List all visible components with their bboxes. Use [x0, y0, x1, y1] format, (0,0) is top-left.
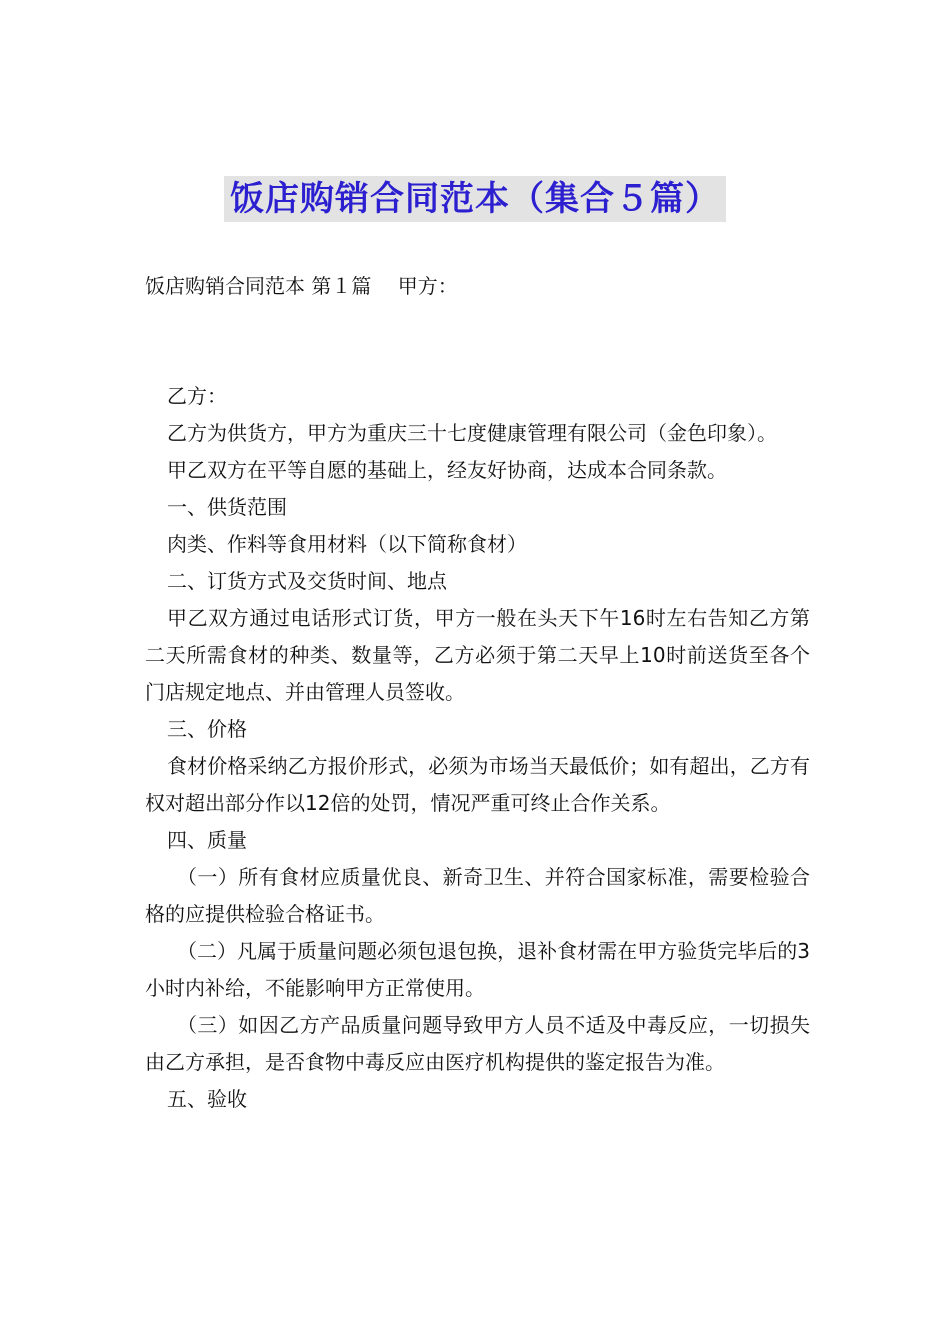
ordering-text: 甲乙双方通过电话形式订货，甲方一般在头天下午16时左右告知乙方第二天所需食材的种类、数量等，乙方必须于第二天早上10时前送货至各个门店规定地点、并由管理人员签收。 — [145, 606, 810, 704]
price-text: 食材价格采纳乙方报价形式，必须为市场当天最低价；如有超出，乙方有权对超出部分作以12倍的处罚，情况严重可终止合作关系。 — [145, 754, 810, 815]
parties-description: 乙方为供货方，甲方为重庆三十七度健康管理有限公司（金色印象）。 — [167, 421, 777, 445]
quality-clause-2: （二）凡属于质量问题必须包退包换，退补食材需在甲方验货完毕后的3小时内补给，不能影响甲方正常使用。 — [145, 939, 810, 1000]
party-b-label: 乙方： — [167, 384, 227, 408]
section-heading-price: 三、价格 — [167, 717, 247, 741]
section-heading-supply-scope: 一、供货范围 — [167, 495, 287, 519]
title-container — [0, 176, 950, 222]
contract-body — [145, 378, 810, 1118]
section-heading-quality: 四、质量 — [167, 828, 247, 852]
quality-clause-3: （三）如因乙方产品质量问题导致甲方人员不适及中毒反应，一切损失由乙方承担，是否食物中毒反应由医疗机构提供的鉴定报告为准。 — [145, 1013, 810, 1074]
section-heading-ordering: 二、订货方式及交货时间、地点 — [167, 569, 447, 593]
intro-line: 饭店购销合同范本 第１篇 甲方： — [145, 274, 458, 298]
quality-clause-1: （一）所有食材应质量优良、新奇卫生、并符合国家标准，需要检验合格的应提供检验合格证书。 — [145, 865, 810, 926]
document-title: 饭店购销合同范本（集合５篇） — [224, 176, 726, 222]
agreement-statement: 甲乙双方在平等自愿的基础上，经友好协商，达成本合同条款。 — [167, 458, 727, 482]
supply-scope-text: 肉类、作料等食用材料（以下简称食材） — [167, 532, 527, 556]
section-heading-acceptance: 五、验收 — [167, 1087, 247, 1111]
